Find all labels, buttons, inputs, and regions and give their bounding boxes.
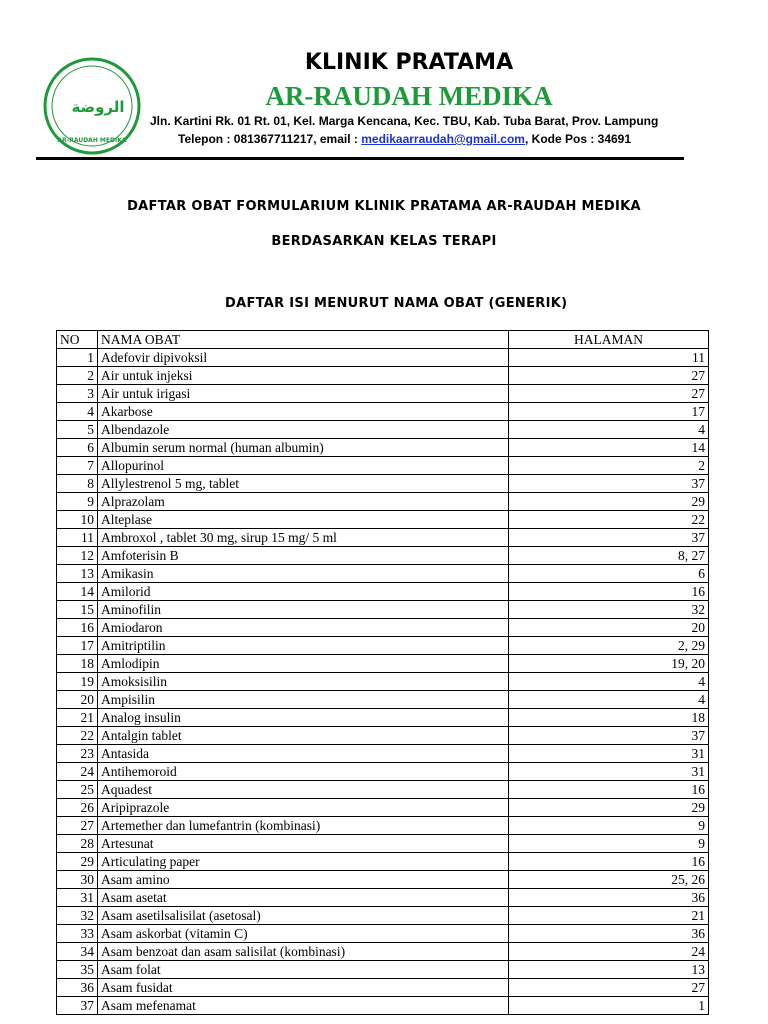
logo-ring-text: AR-RAUDAH MEDIKA [57,137,127,144]
page-number: 31 [509,763,709,781]
table-row [57,565,709,583]
page-number: 27 [509,367,709,385]
row-number: 28 [57,835,98,853]
table-row [57,997,709,1015]
row-number: 12 [57,547,98,565]
row-number: 20 [57,691,98,709]
table-row [57,799,709,817]
page-number: 29 [509,799,709,817]
section-title: DAFTAR ISI MENURUT NAMA OBAT (GENERIK) [225,296,568,311]
row-number: 1 [57,349,98,367]
page-number: 27 [509,385,709,403]
row-number: 29 [57,853,98,871]
table-row [57,349,709,367]
page-number: 6 [509,565,709,583]
row-number: 17 [57,637,98,655]
table-row [57,457,709,475]
drug-name: Albendazole [98,421,509,439]
table-row [57,691,709,709]
table-row [57,511,709,529]
page-number: 11 [509,349,709,367]
drug-name: Asam asetilsalisilat (asetosal) [98,907,509,925]
page-number: 2, 29 [509,637,709,655]
drug-name: Asam fusidat [98,979,509,997]
drug-name: Amilorid [98,583,509,601]
drug-name: Aripiprazole [98,799,509,817]
table-row [57,961,709,979]
row-number: 30 [57,871,98,889]
table-row [57,889,709,907]
row-number: 24 [57,763,98,781]
drug-name: Amoksisilin [98,673,509,691]
drug-name: Artesunat [98,835,509,853]
email-link[interactable]: medikaarraudah@gmail.com [361,132,525,146]
page-number: 1 [509,997,709,1015]
table-row [57,655,709,673]
page-number: 17 [509,403,709,421]
row-number: 8 [57,475,98,493]
table-row [57,547,709,565]
table-row [57,871,709,889]
page-number: 37 [509,727,709,745]
drug-name: Amitriptilin [98,637,509,655]
table-row [57,853,709,871]
clinic-type-title: KLINIK PRATAMA [304,50,514,75]
table-row [57,817,709,835]
header-page: HALAMAN [509,331,709,349]
page-number: 4 [509,673,709,691]
drug-name: Alprazolam [98,493,509,511]
row-number: 16 [57,619,98,637]
row-number: 19 [57,673,98,691]
page-number: 8, 27 [509,547,709,565]
row-number: 11 [57,529,98,547]
row-number: 6 [57,439,98,457]
table-row [57,619,709,637]
drug-name: Air untuk injeksi [98,367,509,385]
logo-arabic-text: الروضة [71,98,125,116]
drug-name: Ambroxol , tablet 30 mg, sirup 15 mg/ 5 ml [98,529,509,547]
page-number: 19, 20 [509,655,709,673]
table-row [57,403,709,421]
drug-name: Alteplase [98,511,509,529]
page-number: 4 [509,421,709,439]
table-row [57,421,709,439]
page-number: 9 [509,835,709,853]
drug-name: Allylestrenol 5 mg, tablet [98,475,509,493]
drug-name: Asam folat [98,961,509,979]
page-number: 36 [509,925,709,943]
drug-name: Albumin serum normal (human albumin) [98,439,509,457]
drug-name: Ampisilin [98,691,509,709]
drug-name: Analog insulin [98,709,509,727]
table-row [57,781,709,799]
page-number: 31 [509,745,709,763]
drug-name: Amiodaron [98,619,509,637]
table-row [57,763,709,781]
row-number: 18 [57,655,98,673]
row-number: 7 [57,457,98,475]
drug-name: Articulating paper [98,853,509,871]
row-number: 2 [57,367,98,385]
drug-name: Artemether dan lumefantrin (kombinasi) [98,817,509,835]
row-number: 27 [57,817,98,835]
phone-text: Telepon : 081367711217, email : [178,132,362,146]
row-number: 31 [57,889,98,907]
table-row [57,907,709,925]
row-number: 35 [57,961,98,979]
table-row [57,979,709,997]
table-row [57,601,709,619]
page-number: 24 [509,943,709,961]
document-title: DAFTAR OBAT FORMULARIUM KLINIK PRATAMA AR-RAUDAH MEDIKA [127,199,641,214]
table-row [57,673,709,691]
row-number: 36 [57,979,98,997]
drug-name: Amlodipin [98,655,509,673]
drug-name: Amfoterisin B [98,547,509,565]
table-row [57,943,709,961]
row-number: 13 [57,565,98,583]
postcode-text: , Kode Pos : 34691 [524,132,632,146]
drug-name: Antasida [98,745,509,763]
drug-name: Asam asetat [98,889,509,907]
row-number: 10 [57,511,98,529]
table-row [57,439,709,457]
page-number: 22 [509,511,709,529]
page-number: 16 [509,781,709,799]
page-number: 27 [509,979,709,997]
drug-name: Asam amino [98,871,509,889]
document-subtitle: BERDASARKAN KELAS TERAPI [271,234,497,249]
page-number: 25, 26 [509,871,709,889]
row-number: 22 [57,727,98,745]
page-number: 37 [509,529,709,547]
page-number: 14 [509,439,709,457]
header-name: NAMA OBAT [98,331,509,349]
row-number: 3 [57,385,98,403]
row-number: 21 [57,709,98,727]
drug-name: Asam askorbat (vitamin C) [98,925,509,943]
drug-name: Air untuk irigasi [98,385,509,403]
drug-name: Akarbose [98,403,509,421]
row-number: 34 [57,943,98,961]
table-row [57,637,709,655]
page-number: 13 [509,961,709,979]
row-number: 4 [57,403,98,421]
table-row [57,529,709,547]
drug-name: Antalgin tablet [98,727,509,745]
drug-name: Aquadest [98,781,509,799]
page-number: 18 [509,709,709,727]
table-row [57,925,709,943]
drug-name: Aminofilin [98,601,509,619]
row-number: 32 [57,907,98,925]
drug-name: Amikasin [98,565,509,583]
table-row [57,709,709,727]
row-number: 9 [57,493,98,511]
clinic-contact [178,132,631,146]
page-number: 20 [509,619,709,637]
drug-name: Adefovir dipivoksil [98,349,509,367]
row-number: 14 [57,583,98,601]
page-number: 9 [509,817,709,835]
page-number: 32 [509,601,709,619]
page-number: 16 [509,583,709,601]
page-number: 36 [509,889,709,907]
row-number: 25 [57,781,98,799]
row-number: 23 [57,745,98,763]
page-number: 21 [509,907,709,925]
table-row [57,475,709,493]
page-number: 29 [509,493,709,511]
clinic-address: Jln. Kartini Rk. 01 Rt. 01, Kel. Marga Kencana, Kec. TBU, Kab. Tuba Barat, Prov. Lampung [150,114,659,128]
page-number: 4 [509,691,709,709]
drug-name: Asam mefenamat [98,997,509,1015]
clinic-brand-name: AR-RAUDAH MEDIKA [265,81,553,111]
drug-index-table [56,330,709,1015]
row-number: 15 [57,601,98,619]
page-number: 16 [509,853,709,871]
table-row [57,367,709,385]
table-row [57,583,709,601]
table-row [57,727,709,745]
page-number: 2 [509,457,709,475]
row-number: 37 [57,997,98,1015]
table-row [57,385,709,403]
page-number: 37 [509,475,709,493]
drug-name: Allopurinol [98,457,509,475]
row-number: 5 [57,421,98,439]
row-number: 26 [57,799,98,817]
table-header-row [57,331,709,349]
table-row [57,835,709,853]
table-row [57,493,709,511]
header-no: NO [57,331,98,349]
header-divider [36,157,684,160]
row-number: 33 [57,925,98,943]
table-row [57,745,709,763]
drug-name: Asam benzoat dan asam salisilat (kombinasi) [98,943,509,961]
drug-name: Antihemoroid [98,763,509,781]
